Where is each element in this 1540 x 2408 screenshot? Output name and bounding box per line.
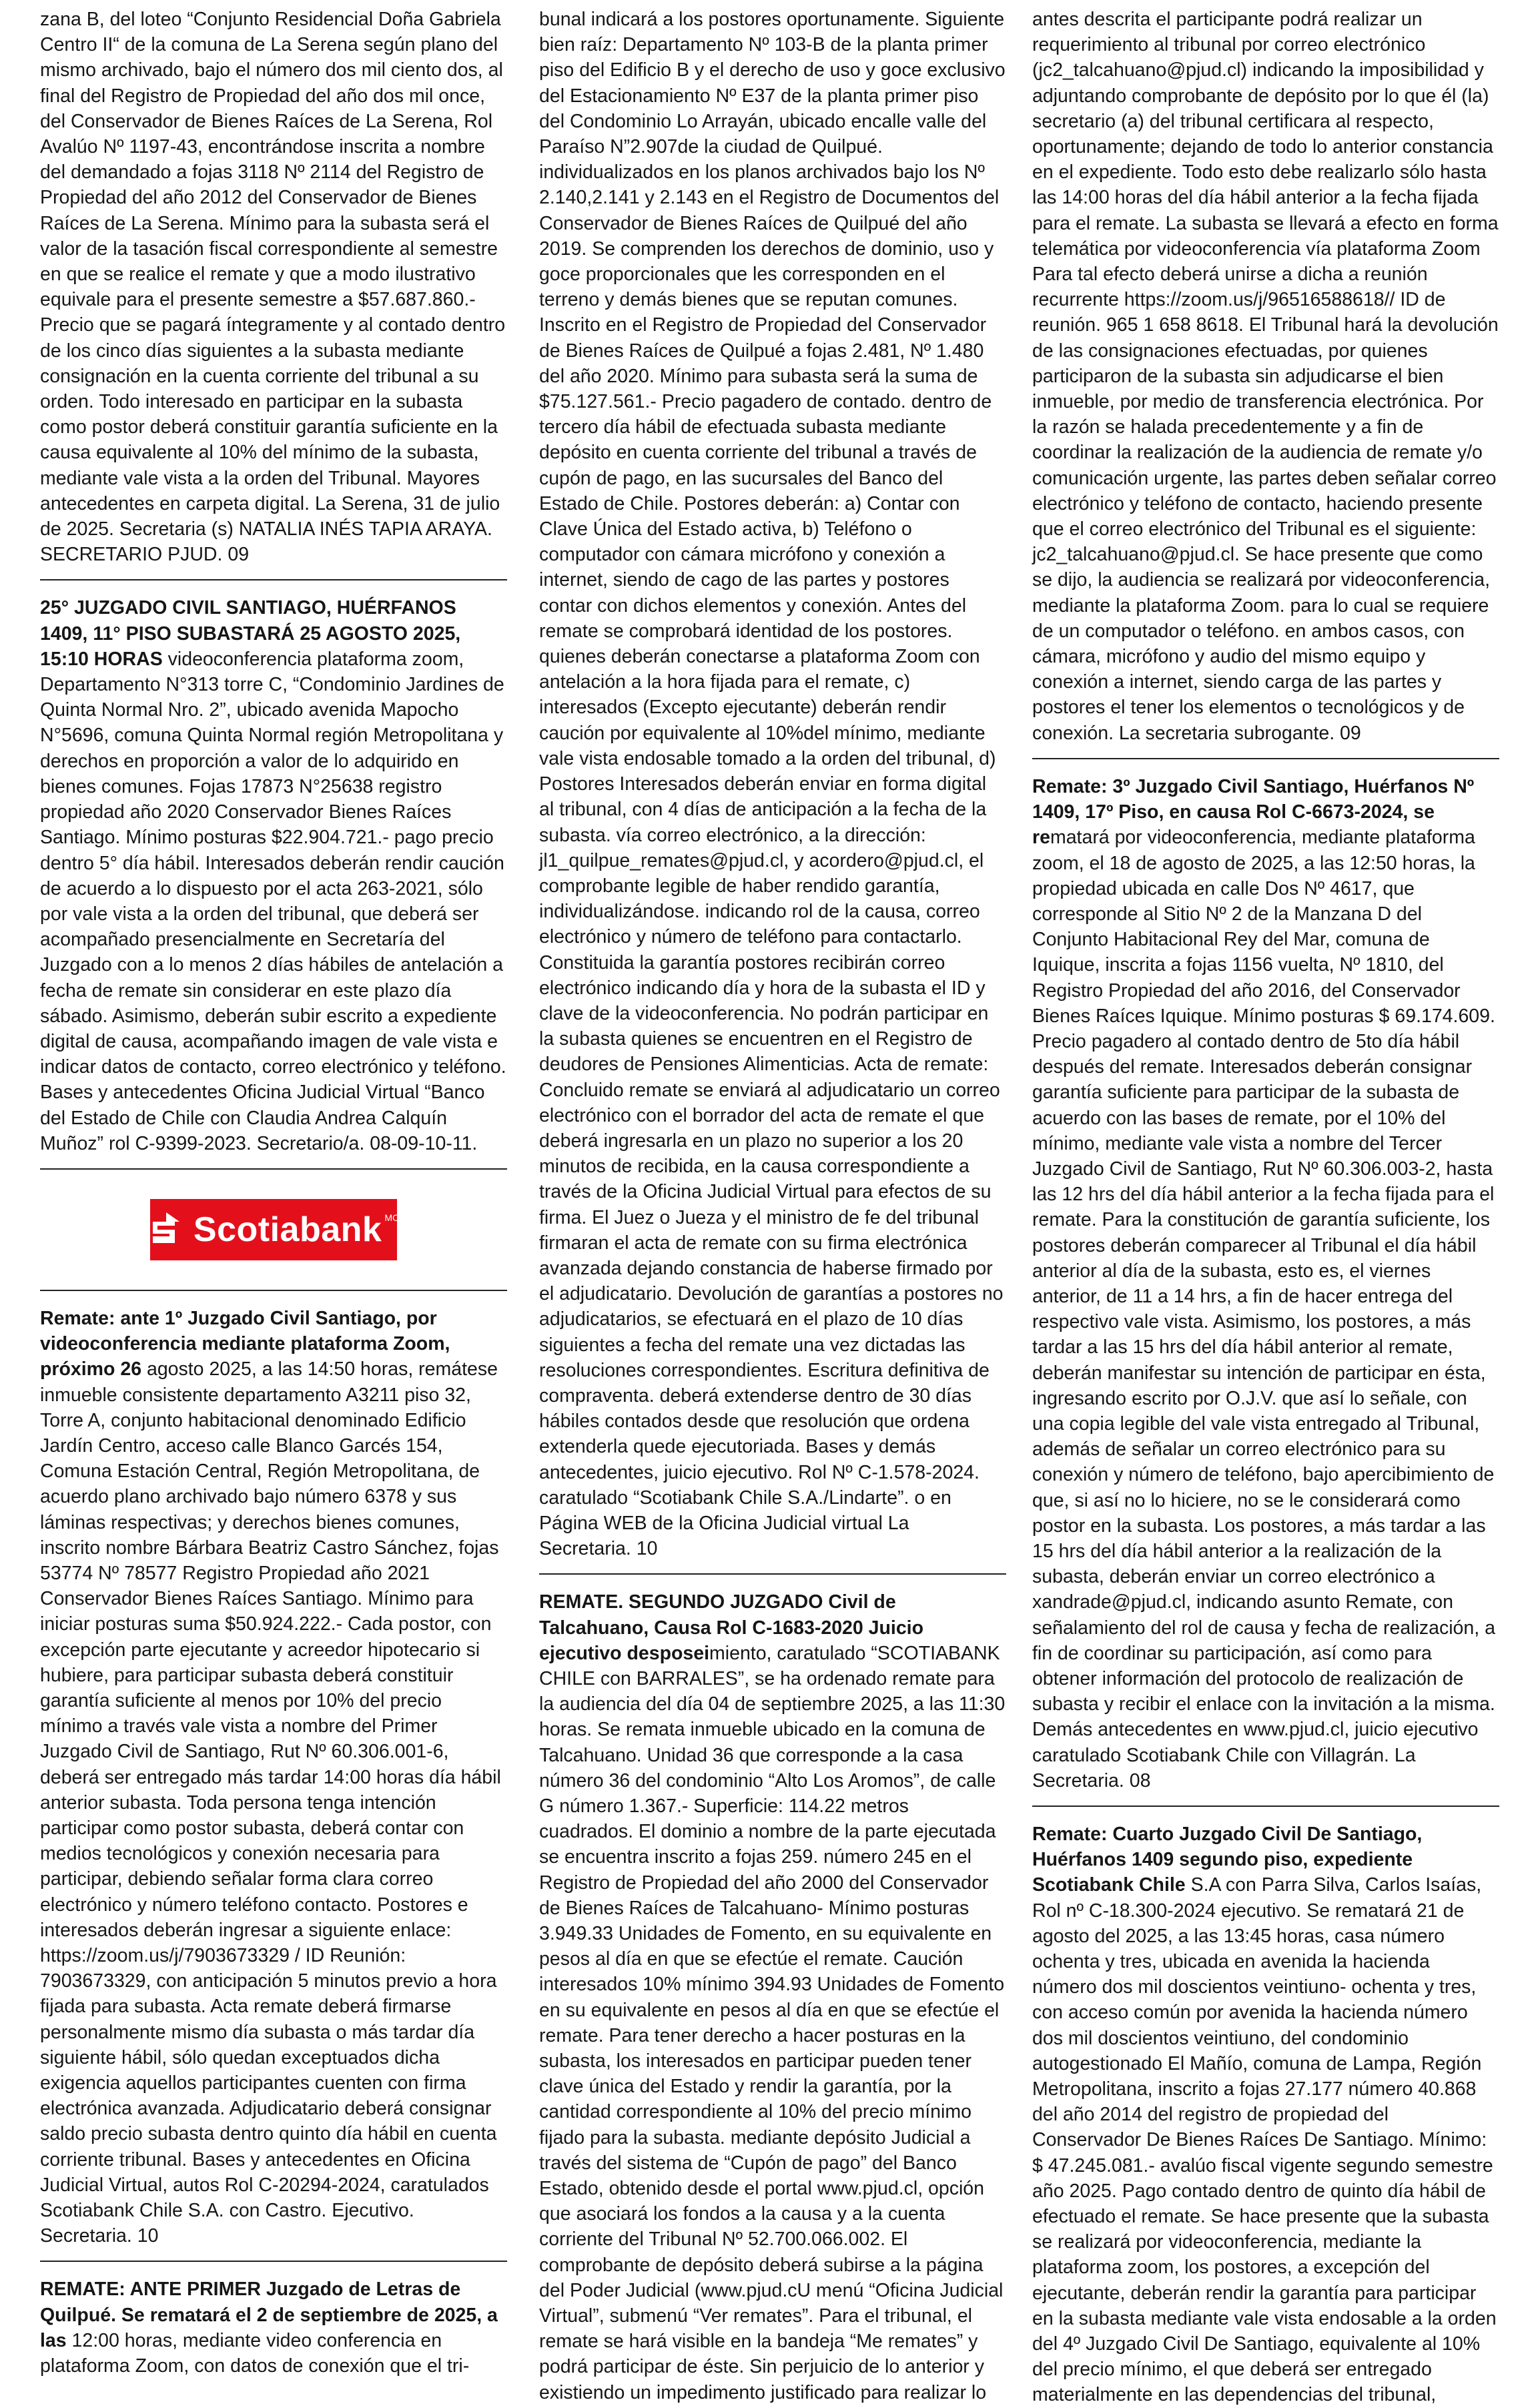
- notice-2-juzgado-talcahuano: [539, 1589, 1006, 2405]
- notice-quilpue: [40, 2277, 507, 2379]
- divider: [1032, 758, 1499, 759]
- column-2: [539, 7, 1006, 2403]
- divider: [40, 2261, 507, 2262]
- notice-text: [1032, 774, 1499, 1793]
- scotiabank-wordmark: Scotiabank: [193, 1210, 382, 1249]
- trademark-mark: MC: [384, 1212, 400, 1223]
- notice-text: [40, 2277, 507, 2379]
- notice-body: agosto 2025, a las 14:50 horas, remátese inmueble consistente departamento A3211 piso 32, Torre A, conjunto habitacional denominado Edificio Jardín Centro, acceso calle Blanco Garcés 154, Comuna Estación Central, Región Metropolitana, de acuerdo plano archivado bajo número 6378 y sus láminas respectivas; y derechos bienes comunes, inscrito nombre Bárbara Beatriz Castro Sánchez, fojas 53774 Nº 78577 Registro Propiedad año 2021 Conservador Bienes Raíces Santiago. Mínimo para iniciar posturas suma $50.924.222.- Cada postor, con excepción parte ejecutante y acreedor hipotecario si hubiere, para participar subasta deberá constituir garantía suficiente al menos por 10% del precio mínimo a través vale vista a nombre del Primer Juzgado Civil de Santiago, Rut Nº 60.306.001-6, deberá ser entregado más tardar 14:00 horas día hábil anterior subasta. Toda persona tenga intención participar como postor subasta, deberá contar con medios tecnológicos y conexión necesaria para participar, debiendo señalar forma clara correo electrónico y número teléfono contacto. Postores e interesados deberán ingresar a siguiente enlace: https://zoom.us/j/7903673329 / ID Reunión: 7903673329, con anticipación 5 minutos previo a hora fijada para subasta. Acta remate deberá firmarse personalmente mismo día subasta o más tardar día siguiente hábil, sólo quedan exceptuados dicha exigencia aquellos participantes cuenten con firma electrónica avanzada. Adjudicatario deberá consignar saldo precio subasta dentro quinto día hábil en cuenta corriente tribunal. Bases y antecedentes en Oficina Judicial Virtual, autos Rol C-20294-2024, caratulados Scotiabank Chile S.A. con Castro. Ejecutivo. Secretaria. 10: [40, 1358, 501, 2247]
- notice-25-juzgado-civil: [40, 595, 507, 1156]
- scotiabank-flame-logo-icon: [148, 1210, 184, 1250]
- notice-heading: 25° JUZGADO CIVIL SANTIAGO, HUÉRFANOS 1409, 11° PISO SUBASTARÁ 25 AGOSTO 2025, 15:10 HORAS: [40, 597, 461, 670]
- divider: [40, 579, 507, 580]
- notice-text: [40, 595, 507, 1156]
- notice-text: [40, 1306, 507, 2249]
- notice-heading: REMATE: ANTE PRIMER Juzgado de Letras de Quilpué. Se rematará el 2 de septiembre de 2025, a las: [40, 2279, 498, 2351]
- notice-continuation-quilpue: [539, 7, 1006, 1561]
- notice-body: zana B, del loteo “Conjunto Residencial Doña Gabriela Centro II“ de la comuna de La Serena según plano del mismo archivado, bajo el número dos mil ciento dos, al final del Registro de Propiedad del año dos mil once, del Conservador de Bienes Raíces de La Serena, Rol Avalúo Nº 1197-43, encontrándose inscrita a nombre del demandado a fojas 3118 Nº 2114 del Registro de Propiedad del año 2012 del Conservador de Bienes Raíces de La Serena. Mínimo para la subasta será el valor de la tasación fiscal correspondiente al semestre en que se realice el remate y que a modo ilustrativo equivale para el presente semestre a $57.687.860.- Precio que se pagará íntegramente y al contado dentro de los cinco días siguientes a la subasta mediante consignación en la cuenta corriente del tribunal a su orden. Todo interesado en participar en la subasta como postor deberá constituir garantía suficiente en la causa equivalente al 10% del mínimo de la subasta, mediante vale vista a la orden del Tribunal. Mayores antecedentes en carpeta digital. La Serena, 31 de julio de 2025. Secretaria (s) NATALIA INÉS TAPIA ARAYA. SECRETARIO PJUD. 09: [40, 9, 506, 566]
- scotiabank-ad: [40, 1199, 507, 1260]
- notice-4-juzgado-civil: [1032, 1822, 1499, 2408]
- notice-text: [1032, 1822, 1499, 2408]
- notice-continuation-la-serena: [40, 7, 507, 567]
- notice-body: 12:00 horas, mediante video conferencia en plataforma Zoom, con datos de conexión que el tri-: [40, 2329, 470, 2377]
- notice-body: videoconferencia plataforma zoom, Departamento N°313 torre C, “Condominio Jardines de Quinta Normal Nro. 2”, ubicado avenida Mapocho N°5696, comuna Quinta Normal región Metropolitana y derechos en proporción a valor de lo adquirido en bienes comunes. Fojas 17873 N°25638 registro propiedad año 2020 Conservador Bienes Raíces Santiago. Mínimo posturas $22.904.721.- pago precio dentro 5° día hábil. Interesados deberán rendir caución de acuerdo a lo dispuesto por el acta 263-2021, sólo por vale vista a la orden del tribunal, que deberá ser acompañado presencialmente en Secretaría del Juzgado con a lo menos 2 días hábiles de antelación a fecha de remate sin considerar en este plazo día sábado. Asimismo, deberán subir escrito a expediente digital de causa, acompañando imagen de vale vista e indicar datos de contacto, correo electrónico y teléfono. Bases y antecedentes Oficina Judicial Virtual “Banco del Estado de Chile con Claudia Andrea Calquín Muñoz” rol C-9399-2023. Secretario/a. 08-09-10-11.: [40, 648, 506, 1154]
- divider: [539, 1573, 1006, 1575]
- notice-heading: Remate: ante 1º Juzgado Civil Santiago, por videoconferencia mediante plataforma Zoom, próximo 26: [40, 1307, 450, 1380]
- scotiabank-logo: [150, 1199, 400, 1260]
- notice-1-juzgado-civil: [40, 1306, 507, 2249]
- notice-heading: Remate: 3º Juzgado Civil Santiago, Huérfanos Nº 1409, 17º Piso, en causa Rol C-6673-2024, se re: [1032, 775, 1475, 849]
- divider: [1032, 1805, 1499, 1807]
- notice-body: antes descrita el participante podrá realizar un requerimiento al tribunal por correo electrónico (jc2_talcahuano@pjud.cl) indicando la imposibilidad y adjuntando comprobante de depósito por lo que él (la) secretario (a) del tribunal certificara al respecto, oportunamente; dejando de todo lo anterior constancia en el expediente. Todo esto debe realizarlo sólo hasta las 14:00 horas del día hábil anterior a la fecha fijada para el remate. La subasta se llevará a efecto en forma telemática por videoconferencia vía plataforma Zoom Para tal efecto deberá unirse a dicha a reunión recurrente https://zoom.us/j/96516588618// ID de reunión. 965 1 658 8618. El Tribunal hará la devolución de las consignaciones efectuadas, por quienes participaron de la subasta sin adjudicarse el bien inmueble, por medio de transferencia electrónica. Por la razón se halada precedentemente y a fin de coordinar la realización de la audiencia de remate y/o comunicación urgente, las partes deben señalar correo electrónico y teléfono de contacto, haciendo presente que el correo electrónico del Tribunal es el siguiente: jc2_talcahuano@pjud.cl. Se hace presente que como se dijo, la audiencia se realizará por videoconferencia, mediante la plataforma Zoom. para lo cual se requiere de un computador o teléfono. en ambos casos, con cámara, micrófono y audio del mismo equipo y conexión a internet, siendo carga de las partes y postores el tener los elementos o tecnológicos y de conexión. La secretaria subrogante. 09: [1032, 9, 1499, 744]
- notice-body: matará por videoconferencia, mediante plataforma zoom, el 18 de agosto de 2025, a las 12:50 horas, la propiedad ubicada en calle Dos Nº 4617, que corresponde al Sitio Nº 2 de la Manzana D del Conjunto Habitacional Rey del Mar, comuna de Iquique, inscrita a fojas 1156 vuelta, Nº 1810, del Registro Propiedad del año 2016, del Conservador Bienes Raíces Iquique. Mínimo posturas $ 69.174.609. Precio pagadero al contado dentro de 5to día hábil después del remate. Interesados deberán consignar garantía suficiente para participar de la subasta de acuerdo con las bases de remate, por el 10% del mínimo, mediante vale vista a nombre del Tercer Juzgado Civil de Santiago, Rut Nº 60.306.003-2, hasta las 12 hrs del día hábil anterior a la fecha fijada para el remate. Para la constitución de garantía suficiente, los postores deberán comparecer al Tribunal el día hábil anterior al día de la subasta, esto es, el viernes anterior, de 11 a 14 hrs, a fin de hacer entrega del respectivo vale vista. Asimismo, los postores, a más tardar a las 15 hrs del día hábil anterior al remate, deberán manifestar su intención de participar en ésta, ingresando escrito por O.J.V. que así lo señale, con una copia legible del vale vista entregado al Tribunal, además de señalar un correo electrónico para su conexión y número de teléfono, bajo apercibimiento de que, si así no lo hiciere, no se le considerará como postor en la subasta. Los postores, a más tardar a las 15 hrs del día hábil anterior a la realización de la subasta, deberán enviar un correo electrónico a xandrade@pjud.cl, indicando asunto Remate, con señalamiento del rol de causa y fecha de realización, a fin de coordinar su participación, así como para obtener información del protocolo de realización de subasta y recibir el enlace con la invitación a la misma. Demás antecedentes en www.pjud.cl, juicio ejecutivo caratulado Scotiabank Chile con Villagrán. La Secretaria. 08: [1032, 827, 1495, 1791]
- notice-3-juzgado-civil: [1032, 774, 1499, 1793]
- column-3: [1032, 7, 1499, 2406]
- notice-continuation-talcahuano: [1032, 7, 1499, 746]
- column-1: [40, 7, 507, 2377]
- divider: [40, 1168, 507, 1170]
- notice-heading: Remate: Cuarto Juzgado Civil De Santiago, Huérfanos 1409 segundo piso, expediente Scotiabank Chile: [1032, 1824, 1423, 1896]
- notice-body: bunal indicará a los postores oportunamente. Siguiente bien raíz: Departamento Nº 103-B de la planta primer piso del Edificio B y el derecho de uso y goce exclusivo del Estacionamiento Nº E37 de la planta primer piso del Condominio Lo Arrayán, ubicado encalle valle del Paraíso N”2.907de la ciudad de Quilpué. individualizados en los planos archivados bajo los Nº 2.140,2.141 y 2.143 en el Registro de Documentos del Conservador de Bienes Raíces de Quilpué del año 2019. Se comprenden los derechos de dominio, uso y goce proporcionales que les corresponden en el terreno y demás bienes que se reputan comunes. Inscrito en el Registro de Propiedad del Conservador de Bienes Raíces de Quilpué a fojas 2.481, Nº 1.480 del año 2020. Mínimo para subasta será la suma de $75.127.561.- Precio pagadero de contado. dentro de tercero día hábil de efectuada subasta mediante depósito en cuenta corriente del tribunal a través de cupón de pago, en las sucursales del Banco del Estado de Chile. Postores deberán: a) Contar con Clave Única del Estado activa, b) Teléfono o computador con cámara micrófono y conexión a internet, siendo de cago de las partes y postores contar con dichos elementos y conexión. Antes del remate se comprobará identidad de los postores. quienes deberán conectarse a plataforma Zoom con antelación a la hora fijada para el remate, c) interesados (Excepto ejecutante) deberán rendir caución por equivalente al 10%del mínimo, mediante vale vista endosable tomado a la orden del tribunal, d) Postores Interesados deberán enviar en forma digital al tribunal, con 4 días de anticipación a la fecha de la subasta. vía correo electrónico, a la dirección: jl1_quilpue_remates@pjud.cl, y acordero@pjud.cl, el comprobante legible de haber rendido garantía, individualizándose. indicando rol de la causa, correo electrónico y número de teléfono para contactarlo. Constituida la garantía postores recibirán correo electrónico indicando día y hora de la subasta el ID y clave de la videoconferencia. No podrán participar en la subasta quienes se encuentren en el Registro de deudores de Pensiones Alimenticias. Acta de remate: Concluido remate se enviará al adjudicatario un correo electrónico con el borrador del acta de remate el que deberá ingresarla en un plazo no superior a los 20 minutos de recibida, en la causa correspondiente a través de la Oficina Judicial Virtual para efectos de su firma. El Juez o Jueza y el ministro de fe del tribunal firmaran el acta de remate con su firma electrónica avanzada dejando constancia de haberse firmado por el adjudicatario. Devolución de garantías a postores no adjudicatarios, se efectuará en el plazo de 10 días siguientes a fecha del remate una vez dictadas las resoluciones correspondientes. Escritura definitiva de compraventa. deberá extenderse dentro de 30 días hábiles contados desde que resolución que ordena extenderla quede ejecutoriada. Bases y demás antecedentes, juicio ejecutivo. Rol Nº C-1.578-2024. caratulado “Scotiabank Chile S.A./Lindarte”. o en Página WEB de la Oficina Judicial virtual La Secretaria. 10: [539, 9, 1006, 1560]
- notice-heading: REMATE. SEGUNDO JUZGADO Civil de Talcahuano, Causa Rol C-1683-2020 Juicio ejecutivo desposei: [539, 1591, 924, 1664]
- notice-body: miento, caratulado “SCOTIABANK CHILE con BARRALES”, se ha ordenado remate para la audiencia del día 04 de septiembre 2025, a las 11:30 horas. Se remata inmueble ubicado en la comuna de Talcahuano. Unidad 36 que corresponde a la casa número 36 del condominio “Alto Los Aromos”, de calle G número 1.367.- Superficie: 114.22 metros cuadrados. El dominio a nombre de la parte ejecutada se encuentra inscrito a fojas 259. número 245 en el Registro de Propiedad del año 2000 del Conservador de Bienes Raíces de Talcahuano- Mínimo posturas 3.949.33 Unidades de Fomento, en su equivalente en pesos al día en que se efectúe el remate. Caución interesados 10% mínimo 394.93 Unidades de Fomento en su equivalente en pesos al día en que se efectúe el remate. Para tener derecho a hacer posturas en la subasta, los interesados en participar pueden tener clave única del Estado y rendir la garantía, por la cantidad correspondiente al 10% del precio mínimo fijado para la subasta. mediante depósito Judicial a través del sistema de “Cupón de pago” del Banco Estado, obtenido desde el portal www.pjud.cl, opción que asociará los fondos a la causa y a la cuenta corriente del Tribunal Nº 52.700.066.002. El comprobante de depósito deberá subirse a la página del Poder Judicial (www.pjud.cU menú “Oficina Judicial Virtual”, submenú “Ver remates”. Para el tribunal, el remate se hará visible en la bandeja “Me remates” y podrá participar de éste. Sin perjuicio de lo anterior y existiendo un impedimento justificado para realizar lo: [539, 1642, 1006, 2403]
- notice-text: [539, 1589, 1006, 2405]
- divider: [40, 1290, 507, 1291]
- notice-body: S.A con Parra Silva, Carlos Isaías, Rol nº C-18.300-2024 ejecutivo. Se rematará 21 de agosto del 2025, a las 13:45 horas, casa número ochenta y tres, ubicada en avenida la hacienda número dos mil doscientos veintiuno- ochenta y tres, con acceso común por avenida la hacienda número dos mil doscientos veintiuno, del condominio autogestionado El Mañío, comuna de Lampa, Región Metropolitana, inscrito a fojas 27.177 número 40.868 del año 2014 del registro de propiedad del Conservador De Bienes Raíces De Santiago. Mínimo: $ 47.245.081.- avalúo fiscal vigente segundo semestre año 2025. Pago contado dentro de quinto día hábil de efectuado el remate. Se hace presente que la subasta se realizará por videoconferencia, mediante la plataforma zoom, los postores, a excepción del ejecutante, deberán rendir la garantía para participar en la subasta mediante vale vista endosable a la orden del 4º Juzgado Civil De Santiago, equivalente al 10% del precio mínimo, el que deberá ser entregado materialmente en las dependencias del tribunal,: [1032, 1874, 1497, 2406]
